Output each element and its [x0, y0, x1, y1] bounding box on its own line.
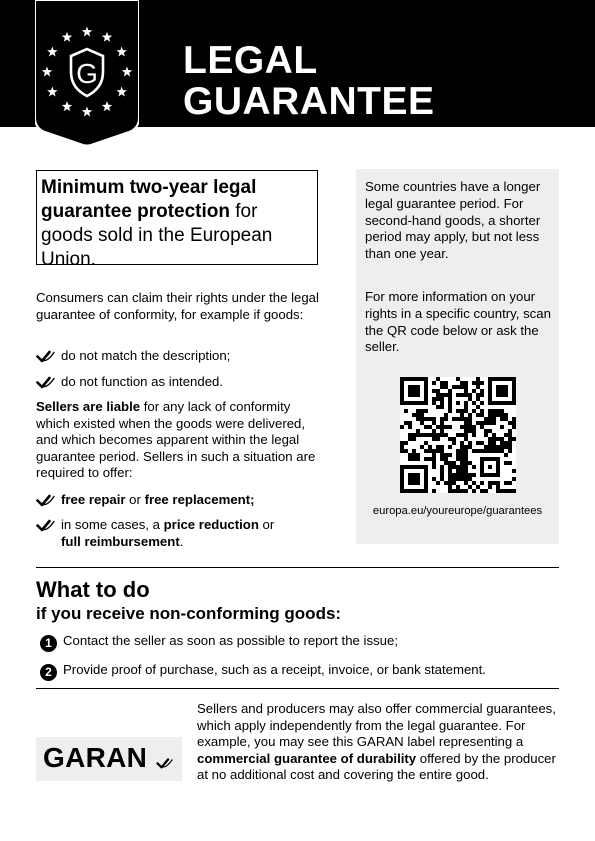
sellers-paragraph	[36, 399, 326, 482]
divider	[36, 567, 559, 568]
remedy-replacement: free replacement;	[144, 492, 255, 507]
step-number-icon: 2	[40, 664, 57, 681]
condition-text: do not match the description;	[61, 348, 231, 363]
headline-box	[36, 170, 318, 270]
eu-stars-shield-g-icon	[35, 0, 139, 146]
remedy-or: or	[125, 492, 145, 507]
step-text: Contact the seller as soon as possible to report the issue;	[63, 633, 398, 648]
section-subheading: if you receive non-conforming goods:	[36, 604, 342, 623]
step-text: Provide proof of purchase, such as a receipt, invoice, or bank statement.	[63, 662, 486, 677]
title-line-1: LEGAL	[183, 39, 318, 82]
divider	[36, 688, 559, 689]
headline-rest: for goods sold in the European Union.	[41, 201, 273, 270]
info-paragraph-2: For more information on your rights in a specific country, scan the QR code below or ask the seller.	[365, 289, 551, 355]
sellers-bold: Sellers are liable	[36, 399, 141, 414]
check-mark-icon	[36, 374, 56, 390]
remedy-reimbursement: full reimbursement	[61, 533, 180, 549]
section-heading: What to do	[36, 577, 150, 602]
step-number-icon: 1	[40, 635, 57, 652]
page-title	[183, 40, 435, 122]
condition-text: do not function as intended.	[61, 374, 224, 389]
commercial-bold: commercial guarantee of durability	[197, 750, 417, 766]
qr-code-icon[interactable]	[400, 377, 516, 493]
commercial-post: offered by the producer at no additional cost and covering the entire good.	[197, 750, 556, 783]
title-line-2: GUARANTEE	[183, 80, 435, 123]
step-item	[40, 661, 486, 681]
garan-word: GARAN	[43, 742, 148, 773]
check-mark-icon	[36, 517, 56, 533]
info-paragraph-1: Some countries have a longer legal guarantee period. For second-hand goods, a shorter period may apply, but not less than one year.	[365, 179, 541, 262]
check-mark-icon	[156, 756, 174, 770]
commercial-pre: Sellers and producers may also offer commercial guarantees, which apply independently from the legal guarantee. For example, you may see this GARAN label representing a	[197, 701, 556, 750]
step-item	[40, 632, 398, 652]
remedy-price-reduction: price reduction	[163, 517, 259, 532]
remedy-end: .	[179, 533, 184, 549]
sellers-rest: for any lack of conformity which existed when the goods were delivered, and which becomes apparent within the legal guarantee period. Sellers in such a situation are required to offer:	[36, 399, 316, 481]
commercial-guarantee-text	[197, 701, 557, 784]
remedy-or-2: or	[258, 517, 275, 532]
headline-bold: Minimum two-year legal guarantee protection	[41, 177, 257, 222]
remedy-repair: free repair	[61, 492, 126, 507]
logo-letter: G	[76, 58, 98, 89]
info-panel	[356, 169, 559, 544]
info-url[interactable]: europa.eu/youreurope/guarantees	[372, 505, 543, 517]
intro-text: Consumers can claim their rights under the legal guarantee of conformity, for example if goods:	[36, 290, 319, 322]
check-mark-icon	[36, 492, 56, 508]
check-mark-icon	[36, 348, 56, 364]
garan-label	[36, 737, 182, 781]
remedy-pre: in some cases, a	[61, 517, 164, 532]
